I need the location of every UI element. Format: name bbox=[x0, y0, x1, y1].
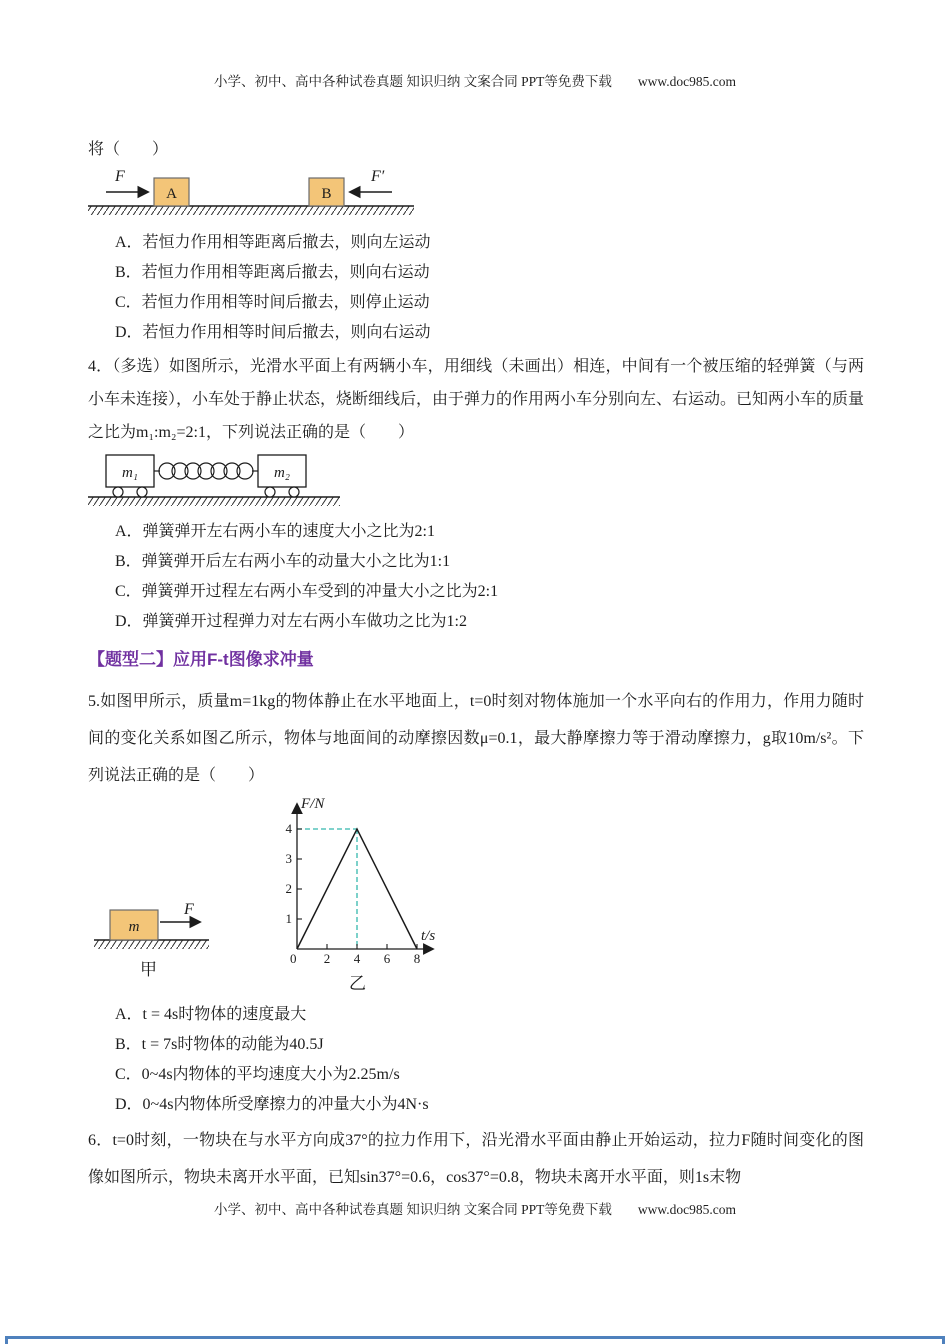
q4-option-b: B．弹簧弹开后左右两小车的动量大小之比为1:1 bbox=[115, 553, 451, 570]
q3-options bbox=[88, 228, 864, 348]
footer-text: 小学、初中、高中各种试卷真题 知识归纳 文案合同 PPT等免费下载 bbox=[214, 1202, 612, 1217]
q4-figure-carts bbox=[88, 451, 348, 513]
y-tick-label: 1 bbox=[285, 911, 292, 926]
force-fprime-label: F′ bbox=[371, 168, 385, 185]
q5-stem: 5.如图甲所示，质量m=1kg的物体静止在水平地面上，t=0时刻对物体施加一个水平向右的作用力，作用力随时间的变化关系如图乙所示，物体与地面间的动摩擦因数μ=0.1，最大静摩擦力等于滑动摩擦力，g取10m/s²。下列说法正确的是（ ） bbox=[88, 693, 864, 784]
q5-figure-jia bbox=[94, 902, 219, 980]
y-tick-marks bbox=[297, 829, 302, 919]
block-m-label: m bbox=[128, 919, 140, 935]
spring-coil bbox=[154, 463, 258, 479]
next-page-top-border bbox=[5, 1336, 945, 1339]
force-f-label: F bbox=[115, 168, 125, 185]
next-page-right-border bbox=[942, 1336, 945, 1344]
q3-figure-blocks bbox=[88, 166, 418, 224]
section-heading-type2: 【题型二】应用F-t图像求冲量 bbox=[88, 650, 314, 669]
q5-option-b: B．t = 7s时物体的动能为40.5J bbox=[115, 1036, 324, 1053]
x-tick-label: 4 bbox=[353, 951, 361, 966]
block-a-label: A bbox=[166, 186, 177, 202]
footer-url: www.doc985.com bbox=[637, 1202, 736, 1217]
q6-stem: 6．t=0时刻，一物块在与水平方向成37°的拉力作用下，沿光滑水平面由静止开始运动，拉力F随时间变化的图像如图所示，物块未离开水平面，已知sin37°=0.6，cos37°=0.8，物块未离开水平面，则1s末物 bbox=[88, 1132, 864, 1186]
q5-option-a: A．t = 4s时物体的速度最大 bbox=[115, 1006, 307, 1023]
page-header bbox=[0, 70, 950, 90]
x-tick-label: 8 bbox=[413, 951, 421, 966]
ground-hatch bbox=[94, 940, 209, 949]
page-footer bbox=[0, 1198, 950, 1218]
next-page-left-border bbox=[5, 1336, 8, 1344]
page-content bbox=[88, 138, 864, 1196]
x-tick-marks bbox=[327, 944, 417, 949]
q5-option-c: C．0~4s内物体的平均速度大小为2.25m/s bbox=[115, 1066, 400, 1083]
header-url: www.doc985.com bbox=[637, 74, 736, 89]
x-tick-label: 6 bbox=[383, 951, 391, 966]
q3-option-c: C．若恒力作用相等时间后撤去，则停止运动 bbox=[115, 294, 430, 311]
q5-figure-yi-chart bbox=[275, 794, 443, 994]
q4-option-d: D．弹簧弹开过程弹力对左右两小车做功之比为1:2 bbox=[115, 613, 468, 630]
y-tick-label: 2 bbox=[285, 881, 292, 896]
y-tick-label: 3 bbox=[285, 851, 292, 866]
ground-hatch bbox=[88, 497, 340, 506]
cart-m1-label: m₁ bbox=[121, 465, 139, 481]
x-axis-label: t/s bbox=[421, 928, 436, 944]
q5-option-d: D．0~4s内物体所受摩擦力的冲量大小为4N·s bbox=[115, 1096, 429, 1113]
q4-options bbox=[88, 517, 864, 637]
q4-option-a: A．弹簧弹开左右两小车的速度大小之比为2:1 bbox=[115, 523, 436, 540]
cart-m2-wheel bbox=[265, 487, 275, 497]
header-text: 小学、初中、高中各种试卷真题 知识归纳 文案合同 PPT等免费下载 bbox=[214, 74, 612, 89]
y-axis-label: F/N bbox=[301, 796, 325, 812]
q3-option-a: A．若恒力作用相等距离后撤去，则向左运动 bbox=[115, 234, 431, 251]
q3-option-b: B．若恒力作用相等距离后撤去，则向右运动 bbox=[115, 264, 430, 281]
cart-m1-wheel bbox=[113, 487, 123, 497]
ground-hatch bbox=[88, 206, 414, 215]
q5-options bbox=[88, 1000, 864, 1120]
figure-jia-caption: 甲 bbox=[140, 960, 157, 979]
q3-stem-continued: 将（ ） bbox=[88, 141, 169, 158]
block-b-label: B bbox=[321, 186, 332, 202]
q4-stem: 4．（多选）如图所示，光滑水平面上有两辆小车，用细线（未画出）相连，中间有一个被压缩的轻弹簧（与两小车未连接），小车处于静止状态，烧断细线后，由于弹力的作用两小车分别向左、右运动。已知两小车的质量之比为m₁:m₂=2:1，下列说法正确的是（ ） bbox=[88, 358, 865, 441]
cart-m2-wheel bbox=[289, 487, 299, 497]
figure-yi-caption: 乙 bbox=[349, 974, 366, 993]
cart-m2-label: m₂ bbox=[273, 465, 291, 481]
q4-option-c: C．弹簧弹开过程左右两小车受到的冲量大小之比为2:1 bbox=[115, 583, 499, 600]
q5-figures-row bbox=[88, 794, 864, 994]
y-tick-label: 4 bbox=[285, 821, 292, 836]
force-f-label: F bbox=[184, 902, 194, 918]
x-tick-label: 2 bbox=[323, 951, 331, 966]
cart-m1-wheel bbox=[137, 487, 147, 497]
origin-label: 0 bbox=[290, 951, 297, 966]
q3-option-d: D．若恒力作用相等时间后撤去，则向右运动 bbox=[115, 324, 431, 341]
